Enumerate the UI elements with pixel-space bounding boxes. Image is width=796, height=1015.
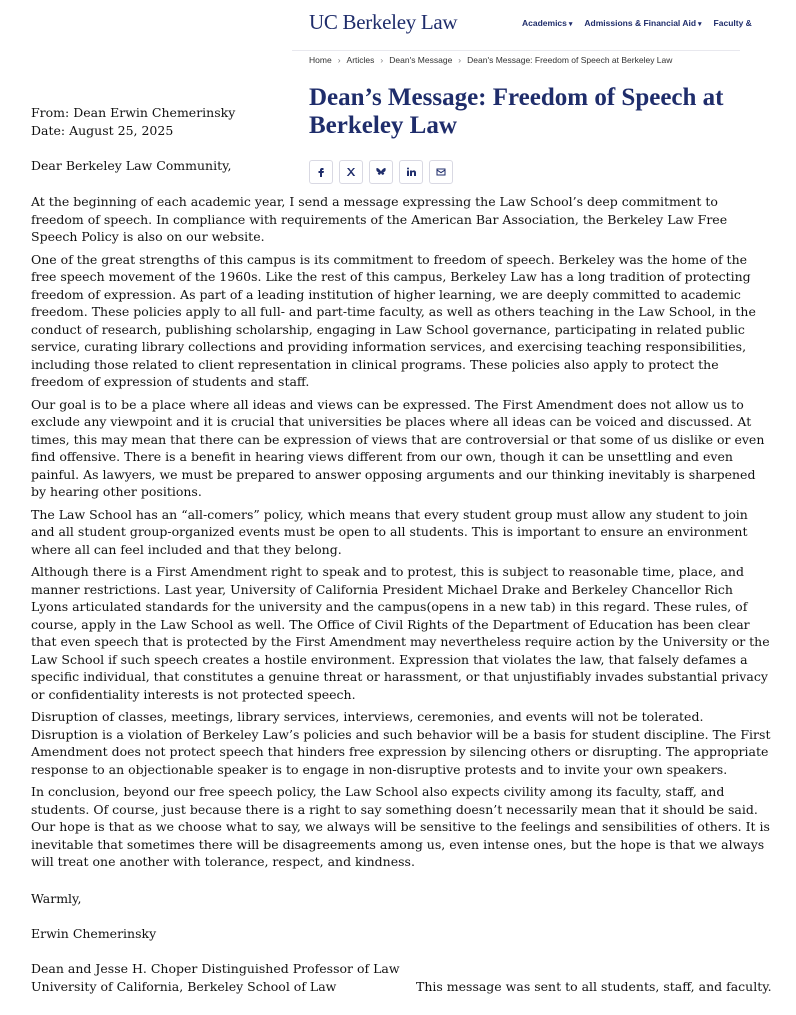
chevron-right-icon: › [458,55,462,65]
paragraph: The Law School has an “all-comers” policy, which means that every student group must allow any student to join and all student group-organized events must be open to all students. This is important to ensure an environment where all can feel included and that they belong. [31,506,748,557]
paragraph: Our goal is to be a place where all ideas and views can be expressed. The First Amendment does not allow us to exclude any viewpoint and it is crucial that universities be places where all ideas can be voiced and discussed. At times, this may mean that there can be expression of views that are controversial or that some of us dislike or even find offensive. There is a benefit in hearing views different from our own, though it can be unsettling and even painful. As lawyers, we must be prepared to answer opposing arguments and our thinking inevitably is sharpened by hearing other positions. [31,396,765,499]
bluesky-icon [375,166,387,178]
breadcrumb-current: Dean's Message: Freedom of Speech at Berkeley Law [467,55,673,65]
letter-date: Date: August 25, 2025 [31,123,174,138]
breadcrumb-home[interactable]: Home [309,55,332,65]
share-buttons [309,160,453,184]
chevron-right-icon: › [380,55,384,65]
site-logo[interactable]: UC Berkeley Law [309,10,458,34]
share-bluesky-button[interactable] [369,160,393,184]
share-x-button[interactable] [339,160,363,184]
breadcrumb-deans-message[interactable]: Dean's Message [389,55,453,65]
x-icon [345,166,357,178]
facebook-icon [315,166,327,178]
letter-greeting: Dear Berkeley Law Community, [31,158,232,173]
nav-item-faculty[interactable]: Faculty & [713,18,752,28]
letter-body [31,193,771,876]
signature-name: Erwin Chemerinsky [31,926,157,941]
linkedin-icon [405,166,417,178]
signature-title: Dean and Jesse H. Choper Distinguished Professor of Law [31,961,400,976]
paragraph: At the beginning of each academic year, I send a message expressing the Law School’s deep commitment to freedom of speech. In compliance with requirements of the American Bar Association, the Berkeley Law Free Speech Policy is also on our website. [31,194,728,244]
letter-from: From: Dean Erwin Chemerinsky [31,105,236,120]
chevron-down-icon: ▾ [568,21,573,28]
paragraph: Disruption of classes, meetings, library services, interviews, ceremonies, and events will not be tolerated. Disruption is a violation of Berkeley Law’s policies and such behavior will be a basis for student discipline. The First Amendment does not protect speech that hinders free expression by silencing others or disrupting. The appropriate response to an objectionable speaker is to engage in non-disruptive protests and to invite your own speakers. [31,709,771,777]
paragraph: In conclusion, beyond our free speech policy, the Law School also expects civility among its faculty, staff, and students. Of course, just because there is a right to say something doesn’t necessarily mean that it should be said. Our hope is that as we choose what to say, we always will be sensitive to the feelings and sensibilities of others. It is inevitable that sometimes there will be disagreements among us, even intense ones, but the hope is that we always will treat one another with tolerance, respect, and kindness. [31,784,770,869]
signature-institution: University of California, Berkeley School of Law [31,979,337,994]
share-email-button[interactable] [429,160,453,184]
share-linkedin-button[interactable] [399,160,423,184]
email-icon [435,166,447,178]
paragraph: Although there is a First Amendment right to speak and to protest, this is subject to reasonable time, place, and manner restrictions. Last year, University of California President Michael Drake and Berkeley Chancellor Rich Lyons articulated standards for the university and the campus(opens in a new tab) in this regard. These rules, of course, apply in the Law School as well. The Office of Civil Rights of the Department of Education has been clear that even speech that is protected by the First Amendment may nevertheless require action by the University or the Law School if such speech creates a hostile environment. Expression that violates the law, that falsely defames a specific individual, that constitutes a genuine threat or harassment, or that unjustifiably invades substantial privacy or confidentiality interests is not protected speech. [31,564,770,702]
signoff: Warmly, [31,891,82,906]
main-nav [522,18,752,28]
chevron-down-icon: ▾ [698,21,702,28]
distribution-note: This message was sent to all students, staff, and faculty. [416,979,772,994]
nav-item-academics[interactable]: Academics ▾ [522,18,573,28]
breadcrumb [309,55,672,65]
paragraph: One of the great strengths of this campus is its commitment to freedom of speech. Berkeley was the home of the free speech movement of the 1960s. Like the rest of this campus, Berkeley Law has a long tradition of protecting freedom of expression. As part of a leading institution of higher learning, we are deeply committed to academic freedom. These policies apply to all full- and part-time faculty, as well as others teaching in the Law School, in the conduct of research, publishing scholarship, engaging in Law School governance, participating in related public service, curating library collections and providing information services, and exercising teaching responsibilities, including those related to client representation in clinical programs. These policies also apply to protect the freedom of expression of students and staff. [31,251,756,389]
chevron-right-icon: › [337,55,341,65]
share-facebook-button[interactable] [309,160,333,184]
page-title: Dean’s Message: Freedom of Speech at Berkeley Law [309,84,724,139]
breadcrumb-articles[interactable]: Articles [346,55,375,65]
nav-item-admissions[interactable]: Admissions & Financial Aid ▾ [584,18,702,28]
